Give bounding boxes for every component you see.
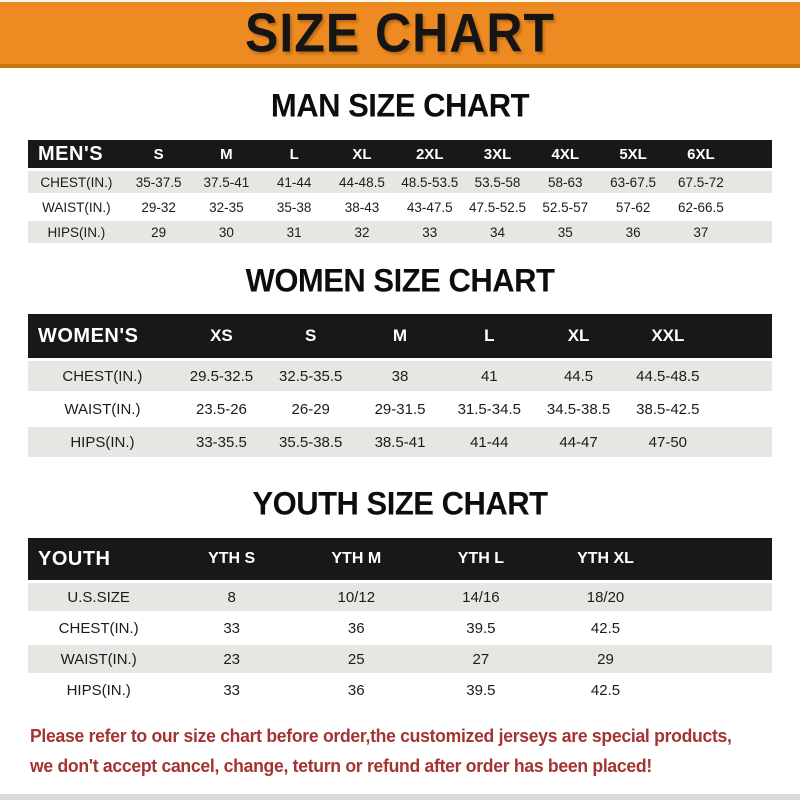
spacer-cell bbox=[735, 140, 772, 168]
spacer-cell bbox=[735, 196, 772, 218]
column-header: XXL bbox=[623, 314, 712, 358]
size-value-cell: 41-44 bbox=[470, 433, 509, 451]
size-value-cell: 35.5-38.5 bbox=[279, 433, 343, 451]
table-row bbox=[28, 676, 772, 704]
men-size-table bbox=[28, 137, 772, 246]
size-value-cell: 26-29 bbox=[291, 400, 330, 418]
disclaimer-note bbox=[0, 723, 800, 778]
size-value-cell: 44.5-48.5 bbox=[636, 367, 700, 385]
row-label: HIPS(IN.) bbox=[70, 433, 135, 451]
column-header: M bbox=[193, 140, 261, 168]
spacer-cell bbox=[668, 538, 772, 580]
column-header: 2XL bbox=[396, 140, 464, 168]
column-header: YTH XL bbox=[543, 538, 668, 580]
size-value-cell: 58-63 bbox=[548, 174, 583, 190]
column-header: XL bbox=[328, 140, 396, 168]
women-size-section bbox=[0, 263, 800, 460]
size-value-cell: 18/20 bbox=[586, 588, 625, 606]
row-label: CHEST(IN.) bbox=[62, 367, 143, 385]
size-value-cell: 38 bbox=[391, 367, 409, 385]
spacer-cell bbox=[712, 394, 772, 424]
size-value-cell: 41 bbox=[480, 367, 498, 385]
table-row bbox=[28, 171, 772, 193]
row-label: WAIST(IN.) bbox=[60, 650, 137, 668]
column-header: L bbox=[260, 140, 328, 168]
table-corner-label: YOUTH bbox=[28, 538, 169, 580]
size-value-cell: 25 bbox=[347, 650, 365, 668]
size-value-cell: 37 bbox=[693, 224, 709, 240]
table-corner-label: WOMEN'S bbox=[28, 314, 177, 358]
women-size-table bbox=[28, 311, 772, 460]
size-value-cell: 35 bbox=[557, 224, 573, 240]
size-value-cell: 33 bbox=[223, 619, 240, 637]
size-value-cell: 32 bbox=[354, 224, 370, 240]
spacer-cell bbox=[668, 676, 772, 704]
row-label: WAIST(IN.) bbox=[64, 400, 141, 418]
column-header: XL bbox=[534, 314, 623, 358]
size-value-cell: 32-35 bbox=[209, 199, 244, 215]
banner bbox=[0, 0, 800, 68]
size-value-cell: 36 bbox=[347, 681, 365, 699]
column-header: 3XL bbox=[464, 140, 532, 168]
column-header: S bbox=[266, 314, 355, 358]
size-value-cell: 57-62 bbox=[615, 199, 651, 215]
size-value-cell: 39.5 bbox=[466, 619, 496, 637]
women-section-heading: WOMEN SIZE CHART bbox=[245, 262, 555, 299]
size-value-cell: 44-48.5 bbox=[339, 174, 385, 190]
row-label: WAIST(IN.) bbox=[42, 199, 111, 215]
spacer-cell bbox=[735, 221, 772, 243]
size-value-cell: 33 bbox=[223, 681, 240, 699]
men-size-section bbox=[0, 88, 800, 246]
size-value-cell: 29-32 bbox=[141, 199, 176, 215]
size-value-cell: 30 bbox=[218, 224, 234, 240]
size-value-cell: 31.5-34.5 bbox=[457, 400, 521, 418]
size-value-cell: 63-67.5 bbox=[610, 174, 656, 190]
size-value-cell: 48.5-53.5 bbox=[401, 174, 459, 190]
spacer-cell bbox=[668, 583, 772, 611]
spacer-cell bbox=[712, 427, 772, 457]
page-title: SIZE CHART bbox=[245, 2, 555, 64]
youth-size-table bbox=[28, 535, 772, 707]
size-value-cell: 52.5-57 bbox=[542, 199, 589, 215]
note-line-1: Please refer to our size chart before order,the customized jerseys are special products, bbox=[30, 725, 732, 746]
size-value-cell: 27 bbox=[472, 650, 490, 668]
size-value-cell: 47.5-52.5 bbox=[468, 199, 527, 215]
size-value-cell: 10/12 bbox=[337, 588, 376, 606]
size-value-cell: 38.5-41 bbox=[374, 433, 426, 451]
size-value-cell: 53.5-58 bbox=[474, 174, 521, 190]
column-header: YTH S bbox=[169, 538, 294, 580]
size-value-cell: 67.5-72 bbox=[677, 174, 724, 190]
size-value-cell: 8 bbox=[227, 588, 236, 606]
size-value-cell: 62-66.5 bbox=[677, 199, 724, 215]
size-value-cell: 38-43 bbox=[344, 199, 380, 215]
size-value-cell: 44-47 bbox=[559, 433, 598, 451]
size-value-cell: 23 bbox=[223, 650, 240, 668]
size-value-cell: 29 bbox=[151, 224, 167, 240]
column-header: 4XL bbox=[531, 140, 599, 168]
table-row bbox=[28, 583, 772, 611]
youth-size-section bbox=[0, 486, 800, 707]
size-value-cell: 23.5-26 bbox=[196, 400, 247, 418]
size-value-cell: 29-31.5 bbox=[374, 400, 426, 418]
table-row bbox=[28, 645, 772, 673]
row-label: CHEST(IN.) bbox=[58, 619, 139, 637]
column-header: 6XL bbox=[667, 140, 735, 168]
table-corner-label: MEN'S bbox=[28, 140, 125, 168]
size-value-cell: 42.5 bbox=[590, 681, 621, 699]
column-header: L bbox=[445, 314, 534, 358]
table-row bbox=[28, 427, 772, 457]
table-row bbox=[28, 196, 772, 218]
size-value-cell: 33 bbox=[422, 224, 438, 240]
bottom-edge-strip bbox=[0, 794, 800, 800]
column-header: XS bbox=[177, 314, 266, 358]
size-value-cell: 29.5-32.5 bbox=[189, 367, 254, 385]
column-header: 5XL bbox=[599, 140, 667, 168]
column-header: YTH M bbox=[294, 538, 419, 580]
size-value-cell: 32.5-35.5 bbox=[279, 367, 343, 385]
size-value-cell: 14/16 bbox=[462, 588, 500, 606]
spacer-cell bbox=[668, 645, 772, 673]
size-value-cell: 39.5 bbox=[466, 681, 496, 699]
row-label: HIPS(IN.) bbox=[66, 681, 131, 699]
size-value-cell: 38.5-42.5 bbox=[636, 400, 700, 418]
note-line-2: we don't accept cancel, change, teturn or refund after order has been placed! bbox=[30, 755, 652, 776]
youth-section-heading: YOUTH SIZE CHART bbox=[252, 485, 548, 522]
spacer-cell bbox=[712, 361, 772, 391]
size-value-cell: 44.5 bbox=[563, 367, 594, 385]
size-value-cell: 33-35.5 bbox=[196, 433, 247, 451]
table-row bbox=[28, 394, 772, 424]
size-value-cell: 34.5-38.5 bbox=[546, 400, 611, 418]
spacer-cell bbox=[735, 171, 772, 193]
spacer-cell bbox=[668, 614, 772, 642]
column-header: S bbox=[125, 140, 193, 168]
column-header: YTH L bbox=[419, 538, 544, 580]
men-section-heading: MAN SIZE CHART bbox=[270, 87, 530, 124]
header-row bbox=[28, 314, 772, 358]
size-value-cell: 36 bbox=[625, 224, 641, 240]
size-value-cell: 29 bbox=[597, 650, 614, 668]
size-value-cell: 42.5 bbox=[590, 619, 621, 637]
size-value-cell: 34 bbox=[490, 224, 506, 240]
row-label: HIPS(IN.) bbox=[47, 224, 106, 240]
size-value-cell: 43-47.5 bbox=[406, 199, 453, 215]
size-value-cell: 35-38 bbox=[276, 199, 312, 215]
row-label: CHEST(IN.) bbox=[40, 174, 113, 190]
size-value-cell: 41-44 bbox=[276, 174, 312, 190]
size-value-cell: 47-50 bbox=[648, 433, 688, 451]
row-label: U.S.SIZE bbox=[67, 588, 130, 606]
size-value-cell: 35-37.5 bbox=[135, 174, 182, 190]
column-header: M bbox=[355, 314, 444, 358]
table-row bbox=[28, 221, 772, 243]
size-value-cell: 37.5-41 bbox=[203, 174, 250, 190]
spacer-cell bbox=[712, 314, 772, 358]
header-row bbox=[28, 140, 772, 168]
size-value-cell: 36 bbox=[347, 619, 365, 637]
header-row bbox=[28, 538, 772, 580]
table-row bbox=[28, 614, 772, 642]
table-row bbox=[28, 361, 772, 391]
size-value-cell: 31 bbox=[286, 224, 302, 240]
